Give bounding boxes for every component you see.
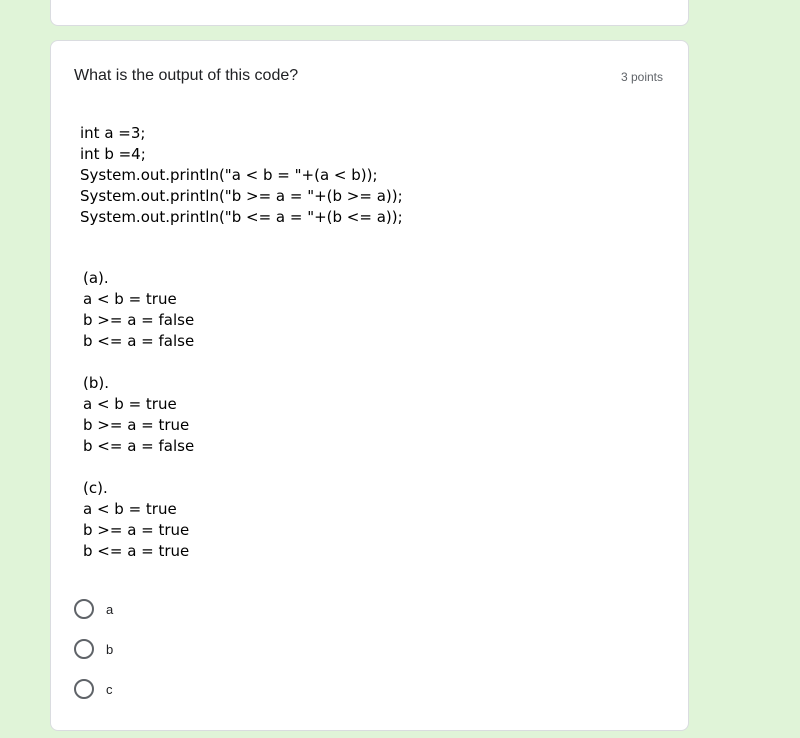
code-line: int b =4; <box>80 145 146 163</box>
choice-label[interactable]: a <box>106 601 114 617</box>
option-a-heading: (a). <box>83 269 109 287</box>
code-line: System.out.println("b >= a = "+(b >= a)); <box>80 187 403 205</box>
option-a-line: a < b = true <box>83 290 177 308</box>
radio-unchecked-icon[interactable] <box>74 639 94 659</box>
option-c-line: b <= a = true <box>83 542 190 560</box>
option-b-heading: (b). <box>83 374 109 392</box>
radio-unchecked-icon[interactable] <box>74 599 94 619</box>
option-c-line: b >= a = true <box>83 521 190 539</box>
option-b-line: b <= a = false <box>83 437 195 455</box>
question-card <box>50 40 689 731</box>
code-line: System.out.println("a < b = "+(a < b)); <box>80 166 378 184</box>
option-b-line: a < b = true <box>83 395 177 413</box>
code-line: int a =3; <box>80 124 146 142</box>
option-a-line: b <= a = false <box>83 332 195 350</box>
radio-unchecked-icon[interactable] <box>74 679 94 699</box>
option-c-line: a < b = true <box>83 500 177 518</box>
choice-b-radio[interactable] <box>74 637 274 661</box>
choice-c-radio[interactable] <box>74 677 274 701</box>
question-title: What is the output of this code? <box>74 67 299 84</box>
option-c-heading: (c). <box>83 479 108 497</box>
option-b-line: b >= a = true <box>83 416 190 434</box>
option-a-line: b >= a = false <box>83 311 195 329</box>
choice-a-radio[interactable] <box>74 597 274 621</box>
previous-question-card <box>50 0 689 26</box>
code-line: System.out.println("b <= a = "+(b <= a)); <box>80 208 403 226</box>
question-points: 3 points <box>620 70 663 84</box>
choice-label[interactable]: c <box>106 681 113 697</box>
choice-label[interactable]: b <box>106 641 114 657</box>
